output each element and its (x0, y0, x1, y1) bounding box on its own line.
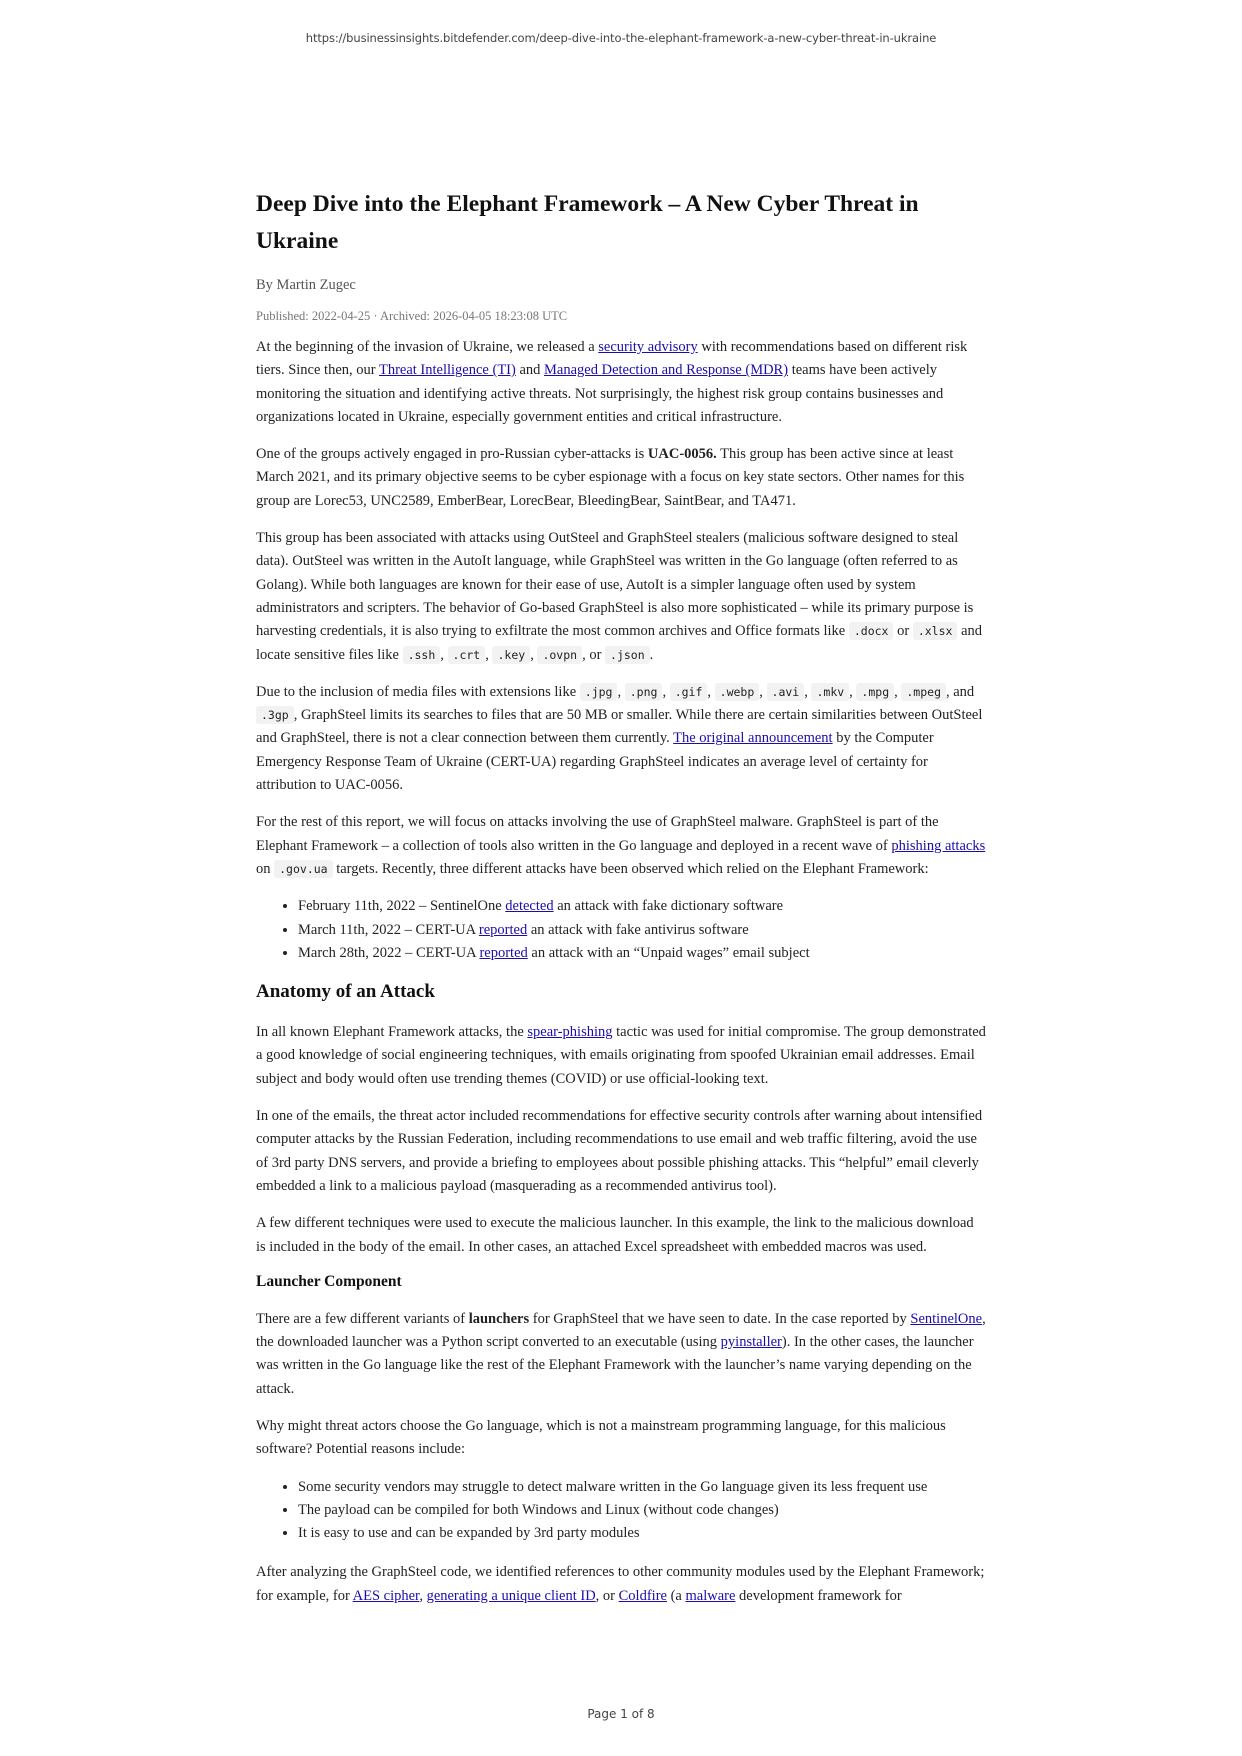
client-id-link[interactable]: generating a unique client ID (426, 1587, 596, 1604)
text: , (707, 683, 715, 700)
paragraph-email: In one of the emails, the threat actor included recommendations for effective security controls after warning about intensified computer attacks by the Russian Federation, including recommendations to use email and web traffic filtering, avoid the use of 3rd party DNS servers, and provide a briefing to employees about possible phishing attacks. This “helpful” email cleverly embedded a link to a malicious payload (masquerading as a recommended antivirus tool). (256, 1108, 983, 1194)
paragraph-launchers (256, 1308, 986, 1401)
detected-link[interactable]: detected (505, 898, 554, 915)
text: , (419, 1587, 427, 1604)
paragraph-uac0056 (256, 443, 986, 513)
article (256, 186, 986, 1622)
text: , (759, 683, 767, 700)
aes-cipher-link[interactable]: AES cipher (352, 1587, 420, 1604)
text: or (893, 623, 913, 640)
file-ext: .ovpn (537, 646, 582, 664)
text: ). In the other cases, the launcher was written in the Go language like the rest of the Elephant Framework with the launcher’s name varying depending on the attack. (256, 1334, 974, 1397)
text: In all known Elephant Framework attacks, the (256, 1024, 528, 1041)
text: (a (666, 1587, 686, 1604)
text: March 28th, 2022 – CERT-UA (298, 944, 480, 961)
file-ext: .docx (849, 622, 894, 640)
text: , the downloaded launcher was a Python script converted to an executable (using (256, 1310, 986, 1351)
text: February 11th, 2022 – SentinelOne (298, 898, 506, 915)
text: targets. Recently, three different attacks have been observed which relied on the Elephant Framework: (332, 860, 929, 877)
security-advisory-link[interactable]: security advisory (598, 339, 698, 355)
list-item (298, 942, 986, 965)
text: , (662, 683, 670, 700)
section-heading-anatomy: Anatomy of an Attack (256, 981, 435, 1003)
page-number: Page 1 of 8 (587, 1707, 655, 1721)
threat-intelligence-link[interactable]: Threat Intelligence (TI) (378, 362, 516, 379)
text: for GraphSteel that we have seen to date. In the case reported by (529, 1310, 911, 1327)
list-item: • Some security vendors may struggle to detect malware written in the Go language given its less frequent use (298, 1476, 986, 1499)
text: an attack with fake dictionary software (553, 898, 784, 915)
list-item (298, 919, 986, 942)
text: , GraphSteel limits its searches to files that are 50 MB or smaller. While there are certain similarities between OutSteel and GraphSteel, there is not a clear connection between them currently. (256, 707, 983, 747)
file-ext: .ssh (403, 646, 441, 664)
reported-link[interactable]: reported (479, 944, 528, 961)
file-ext: .gif (670, 683, 708, 701)
text: This group has been associated with attacks using OutSteel and GraphSteel stealers (malicious software designed to steal data). OutSteel was written in the AutoIt language, while GraphSteel was written in the Go language (often referred to as Golang). While both languages are known for their ease of use, AutoIt is a simpler language often used by system administrators and scripters. The behavior of Go-based GraphSteel is also more sophisticated – while its primary purpose is harvesting credentials, it is also trying to exfiltrate the most common archives and Office formats like (256, 530, 974, 640)
text: an attack with fake antivirus software (527, 921, 749, 938)
paragraph-intro (256, 336, 986, 429)
text: tactic was used for initial compromise. The group demonstrated a good knowledge of social engineering techniques, with emails originating from spoofed Ukrainian email addresses. Email subject and body would often use trending themes (COVID) or use official-looking text. (256, 1024, 986, 1087)
text: and locate sensitive files like (256, 623, 983, 663)
reported-link[interactable]: reported (478, 921, 528, 938)
byline: By Martin Zugec (256, 277, 356, 293)
file-ext: .key (492, 646, 530, 664)
text: , (530, 646, 538, 663)
text: One of the groups actively engaged in pro-Russian cyber-attacks is (256, 446, 648, 463)
text: teams have been actively monitoring the situation and identifying active threats. Not surprisingly, the highest risk group contains businesses and organizations located in Ukraine, especially government entities and critical infrastructure. (256, 362, 944, 425)
malware-link[interactable]: malware (685, 1587, 736, 1604)
paragraph-techniques: A few different techniques were used to execute the malicious launcher. In this example, the link to the malicious download is included in the body of the email. In other cases, an attached Excel spreadsheet with embedded macros was used. (256, 1215, 974, 1255)
list-item (298, 895, 986, 918)
file-ext: .mpg (856, 683, 894, 701)
group-name: UAC-0056. (647, 446, 717, 463)
text: by the Computer Emergency Response Team of Ukraine (CERT-UA) regarding GraphSteel indicates an average level of certainty for attribution to UAC-0056. (256, 730, 934, 794)
reasons-list (256, 1476, 986, 1546)
text: with recommendations based on different risk tiers. Since then, our (256, 339, 968, 379)
text: After analyzing the GraphSteel code, we identified references to other community modules used by the Elephant Framework; for example, for (256, 1564, 985, 1604)
file-ext: .mkv (811, 683, 849, 701)
article-title: Deep Dive into the Elephant Framework – A New Cyber Threat in Ukraine (256, 191, 919, 254)
text: Due to the inclusion of media files with extensions like (256, 683, 580, 700)
spear-phishing-link[interactable]: spear-phishing (527, 1024, 613, 1041)
pyinstaller-link[interactable]: pyinstaller (720, 1334, 782, 1351)
file-ext: .mpeg (901, 683, 946, 701)
list-item: • It is easy to use and can be expanded by 3rd party modules (298, 1522, 986, 1545)
sentinelone-link[interactable]: SentinelOne (910, 1310, 983, 1327)
file-ext: .avi (767, 683, 805, 701)
text: This group has been active since at least March 2021, and its primary objective seems to be cyber espionage with a focus on key state sectors. Other names for this group are Lorec53, UNC2589, EmberBear, LorecBear, BleedingBear, SaintBear, and TA471. (256, 446, 965, 509)
text: March 11th, 2022 – CERT-UA (298, 921, 479, 938)
text: , (440, 646, 448, 663)
text: There are a few different variants of (256, 1310, 469, 1327)
paragraph-spearphishing (256, 1021, 986, 1091)
subsection-heading-launcher: Launcher Component (256, 1272, 402, 1290)
file-ext: .json (605, 646, 650, 664)
mdr-link[interactable]: Managed Detection and Response (MDR) (544, 362, 789, 379)
file-ext: .webp (715, 683, 760, 701)
text: and (515, 362, 545, 379)
page-url: https://businessinsights.bitdefender.com/deep-dive-into-the-elephant-framework-a-new-cyber-threat-in-ukraine (305, 31, 937, 45)
text: , (617, 683, 625, 700)
text: , or (595, 1587, 619, 1604)
list-item: • The payload can be compiled for both Windows and Linux (without code changes) (298, 1499, 986, 1522)
text: on (256, 860, 275, 877)
file-ext: .png (625, 683, 663, 701)
text: , (849, 683, 857, 700)
domain-code: .gov.ua (274, 860, 332, 878)
text: At the beginning of the invasion of Ukraine, we released a (256, 339, 599, 355)
text: , (485, 646, 493, 663)
text: , and (946, 683, 975, 700)
text: an attack with an “Unpaid wages” email subject (527, 944, 810, 961)
file-ext: .jpg (580, 683, 618, 701)
paragraph-modules (256, 1561, 986, 1608)
text: , or (582, 646, 606, 663)
paragraph-stealers (256, 527, 986, 667)
paragraph-go-question: Why might threat actors choose the Go language, which is not a mainstream programming language, for this malicious software? Potential reasons include: (256, 1417, 946, 1458)
coldfire-link[interactable]: Coldfire (618, 1587, 667, 1604)
paragraph-focus (256, 811, 986, 881)
file-ext: .3gp (256, 706, 294, 724)
phishing-attacks-link[interactable]: phishing attacks (891, 837, 986, 854)
file-ext: .crt (448, 646, 486, 664)
text: . (649, 646, 654, 663)
bold-term: launchers (468, 1310, 530, 1327)
file-ext: .xlsx (913, 622, 958, 640)
text: , (894, 683, 902, 700)
text: For the rest of this report, we will focus on attacks involving the use of GraphSteel malware. GraphSteel is part of the Elephant Framework – a collection of tools also written in the Go language and deployed in a recent wave of (256, 814, 939, 854)
original-announcement-link[interactable]: The original announcement (673, 730, 833, 747)
text: , (804, 683, 812, 700)
paragraph-media (256, 681, 986, 797)
text: development framework for (735, 1587, 902, 1604)
attack-list (256, 895, 986, 965)
publish-meta: Published: 2022-04-25 · Archived: 2026-04-05 18:23:08 UTC (256, 309, 568, 323)
